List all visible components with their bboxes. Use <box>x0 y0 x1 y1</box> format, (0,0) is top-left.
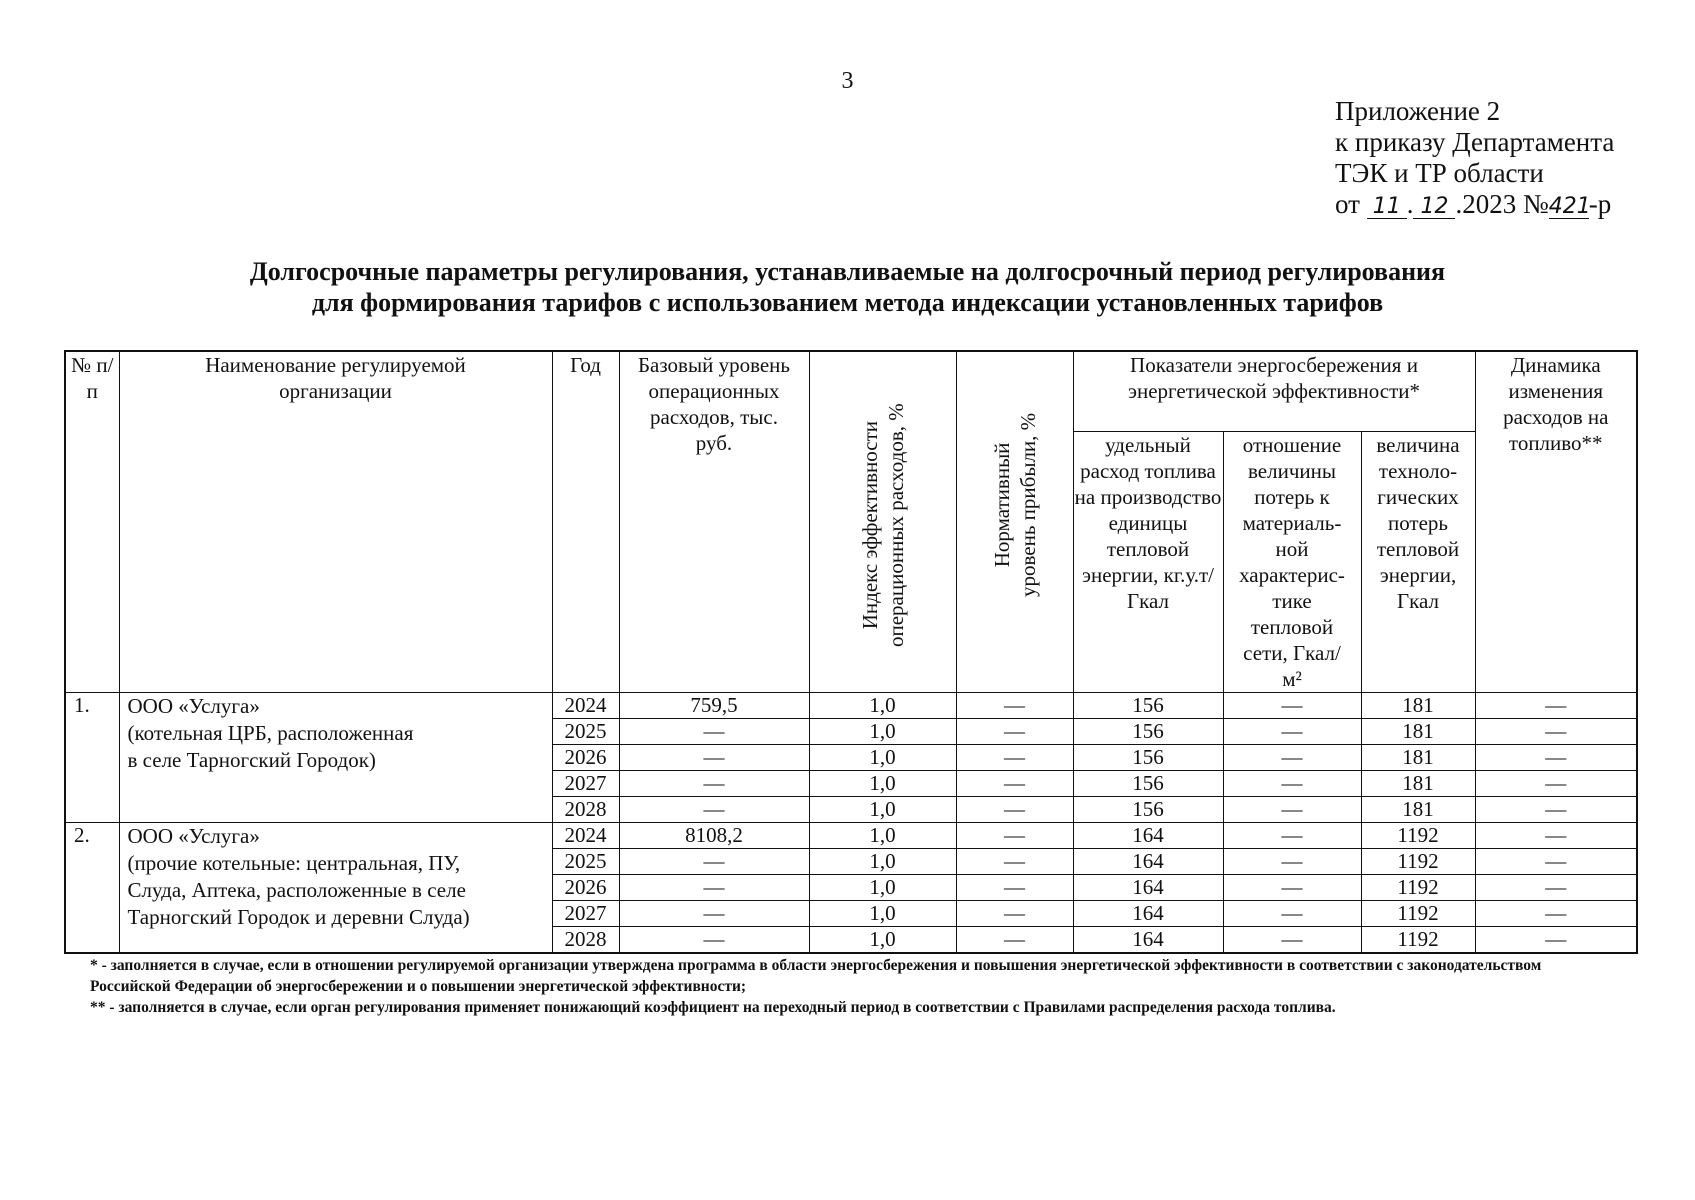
cell-fuel: 156 <box>1073 692 1223 718</box>
cell-loss: — <box>1223 770 1361 796</box>
cell-dyn: — <box>1475 848 1637 874</box>
handwritten-month: 12 <box>1413 196 1455 219</box>
cell-index: 1,0 <box>809 822 956 848</box>
date-prefix: от <box>1335 189 1360 219</box>
cell-base: — <box>619 718 809 744</box>
table-body <box>65 692 1637 953</box>
cell-fuel: 164 <box>1073 926 1223 953</box>
cell-profit: — <box>956 874 1073 900</box>
cell-base: — <box>619 770 809 796</box>
org-name-line: Тарногский Городок и деревни Слуда) <box>127 904 470 929</box>
cell-loss: — <box>1223 926 1361 953</box>
org-name-cell <box>119 692 552 822</box>
table-row <box>65 692 1637 718</box>
cell-profit: — <box>956 900 1073 926</box>
title-line-2: для формирования тарифов с использованием метода индексации установленных тарифов <box>311 288 1384 317</box>
cell-tech: 181 <box>1361 770 1475 796</box>
header-fuel-specific: удельный расход топлива на производство единицы тепловой энергии, кг.у.т/Гкал <box>1073 431 1223 692</box>
cell-dyn: — <box>1475 692 1637 718</box>
cell-loss: — <box>1223 874 1361 900</box>
cell-dyn: — <box>1475 822 1637 848</box>
appendix-block <box>1335 96 1614 220</box>
cell-fuel: 164 <box>1073 900 1223 926</box>
header-base: Базовый уровень операционных расходов, тыс. руб. <box>619 351 809 692</box>
org-name-line: (прочие котельные: центральная, ПУ, <box>127 850 461 875</box>
cell-index: 1,0 <box>809 718 956 744</box>
cell-tech: 1192 <box>1361 874 1475 900</box>
cell-dyn: — <box>1475 796 1637 822</box>
title-line-1: Долгосрочные параметры регулирования, устанавливаемые на долгосрочный период регулирования <box>249 257 1446 286</box>
cell-tech: 181 <box>1361 744 1475 770</box>
cell-loss: — <box>1223 744 1361 770</box>
header-loss-ratio: отношение величины потерь к материаль-ной характерис-тике тепловой сети, Гкал/м² <box>1223 431 1361 692</box>
cell-dyn: — <box>1475 770 1637 796</box>
header-num: № п/п <box>65 351 119 692</box>
header-index <box>809 351 956 692</box>
cell-year: 2025 <box>552 848 619 874</box>
cell-loss: — <box>1223 718 1361 744</box>
cell-base: — <box>619 744 809 770</box>
header-profit-line-1: Нормативный <box>989 442 1014 568</box>
cell-index: 1,0 <box>809 848 956 874</box>
parameters-table <box>64 350 1638 954</box>
cell-tech: 1192 <box>1361 822 1475 848</box>
cell-fuel: 156 <box>1073 796 1223 822</box>
cell-dyn: — <box>1475 744 1637 770</box>
cell-dyn: — <box>1475 718 1637 744</box>
handwritten-order-number: 421 <box>1548 194 1591 219</box>
cell-loss: — <box>1223 822 1361 848</box>
cell-tech: 181 <box>1361 692 1475 718</box>
appendix-line-1: Приложение 2 <box>1335 96 1501 126</box>
footnote-2: ** - заполняется в случае, если орган регулирования применяет понижающий коэффициент на переходный период в соответствии с Правилами распределения расхода топлива. <box>90 999 1336 1016</box>
cell-index: 1,0 <box>809 900 956 926</box>
cell-year: 2028 <box>552 926 619 953</box>
cell-profit: — <box>956 718 1073 744</box>
cell-tech: 1192 <box>1361 926 1475 953</box>
cell-profit: — <box>956 848 1073 874</box>
cell-year: 2026 <box>552 874 619 900</box>
org-name-line: ООО «Услуга» <box>127 693 260 718</box>
cell-base: 759,5 <box>619 692 809 718</box>
header-profit <box>956 351 1073 692</box>
cell-profit: — <box>956 926 1073 953</box>
cell-base: — <box>619 848 809 874</box>
cell-year: 2027 <box>552 770 619 796</box>
table-row <box>65 822 1637 848</box>
cell-profit: — <box>956 796 1073 822</box>
cell-dyn: — <box>1475 926 1637 953</box>
org-name-line: в селе Тарногский Городок) <box>127 747 376 772</box>
cell-tech: 1192 <box>1361 900 1475 926</box>
row-number: 1. <box>65 692 119 822</box>
cell-fuel: 156 <box>1073 770 1223 796</box>
cell-base: — <box>619 874 809 900</box>
header-index-line-2: операционных расходов, % <box>883 403 908 647</box>
cell-base: — <box>619 796 809 822</box>
cell-year: 2025 <box>552 718 619 744</box>
order-suffix: -р <box>1588 189 1612 219</box>
org-name-cell <box>119 822 552 953</box>
document-title <box>0 256 1695 318</box>
cell-index: 1,0 <box>809 926 956 953</box>
cell-profit: — <box>956 692 1073 718</box>
cell-index: 1,0 <box>809 744 956 770</box>
cell-dyn: — <box>1475 900 1637 926</box>
cell-base: — <box>619 926 809 953</box>
footnote-1: * - заполняется в случае, если в отношении регулируемой организации утверждена программа в области энергосбережения и повышения энергетической эффективности в соответствии с законодательством Российской Федерации об энергосбережении и о повышении энергетической эффективности; <box>90 957 1542 995</box>
header-org: Наименование регулируемой организации <box>119 351 552 692</box>
cell-loss: — <box>1223 796 1361 822</box>
header-index-line-1: Индекс эффективности <box>857 421 882 630</box>
header-year: Год <box>552 351 619 692</box>
cell-base: — <box>619 900 809 926</box>
cell-fuel: 164 <box>1073 848 1223 874</box>
footnotes <box>90 955 1600 1018</box>
page-number: 3 <box>841 68 854 94</box>
cell-loss: — <box>1223 900 1361 926</box>
cell-profit: — <box>956 770 1073 796</box>
cell-index: 1,0 <box>809 874 956 900</box>
cell-year: 2024 <box>552 692 619 718</box>
cell-tech: 1192 <box>1361 848 1475 874</box>
handwritten-day: 11 <box>1367 196 1407 219</box>
org-name-line: (котельная ЦРБ, расположенная <box>127 720 414 745</box>
cell-index: 1,0 <box>809 796 956 822</box>
date-year: .2023 № <box>1455 189 1549 219</box>
header-profit-line-2: уровень прибыли, % <box>1015 412 1040 597</box>
cell-year: 2028 <box>552 796 619 822</box>
cell-dyn: — <box>1475 874 1637 900</box>
header-energy-group: Показатели энергосбережения и энергетической эффективности* <box>1073 351 1475 431</box>
cell-index: 1,0 <box>809 770 956 796</box>
cell-profit: — <box>956 744 1073 770</box>
org-name-line: ООО «Услуга» <box>127 823 260 848</box>
cell-loss: — <box>1223 692 1361 718</box>
org-name-line: Слуда, Аптека, расположенные в селе <box>127 877 466 902</box>
cell-year: 2026 <box>552 744 619 770</box>
header-tech-loss: величина техноло-гических потерь тепловой энергии, Гкал <box>1361 431 1475 692</box>
cell-year: 2024 <box>552 822 619 848</box>
cell-fuel: 164 <box>1073 874 1223 900</box>
appendix-line-3: ТЭК и ТР области <box>1335 158 1544 188</box>
header-dynamics: Динамика изменения расходов на топливо** <box>1475 351 1637 692</box>
appendix-line-2: к приказу Департамента <box>1335 127 1615 157</box>
row-number: 2. <box>65 822 119 953</box>
cell-loss: — <box>1223 848 1361 874</box>
cell-tech: 181 <box>1361 718 1475 744</box>
cell-profit: — <box>956 822 1073 848</box>
appendix-date-line: от 11 . 12 .2023 №421-р <box>1335 189 1612 219</box>
cell-tech: 181 <box>1361 796 1475 822</box>
cell-fuel: 164 <box>1073 822 1223 848</box>
cell-base: 8108,2 <box>619 822 809 848</box>
cell-fuel: 156 <box>1073 744 1223 770</box>
cell-fuel: 156 <box>1073 718 1223 744</box>
cell-year: 2027 <box>552 900 619 926</box>
cell-index: 1,0 <box>809 692 956 718</box>
